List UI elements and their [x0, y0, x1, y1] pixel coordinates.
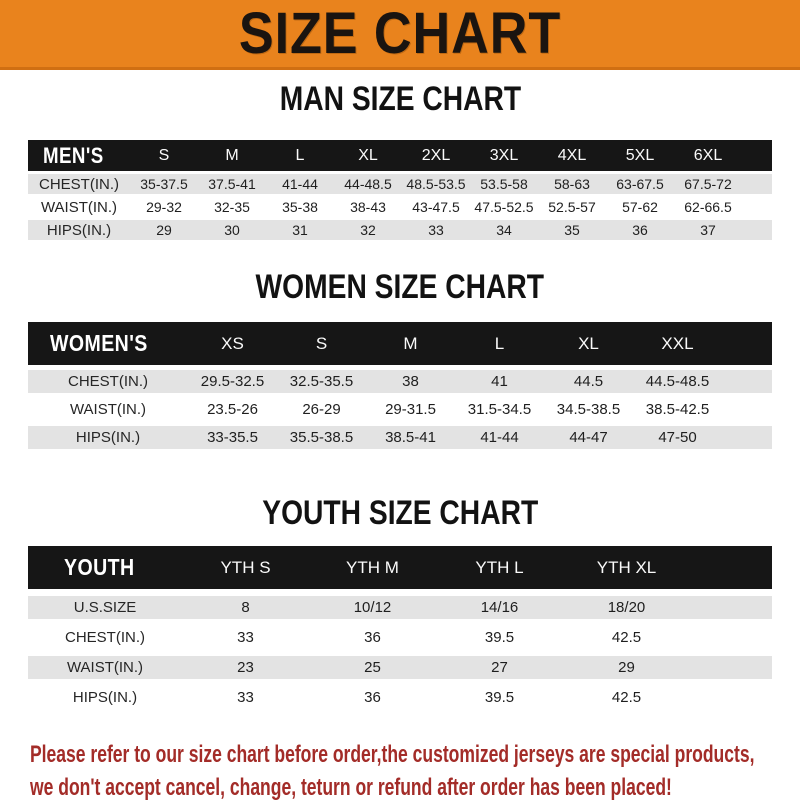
measurement-value: 42.5 [563, 626, 690, 649]
men-section-heading [0, 82, 800, 116]
spacer-cell [690, 546, 772, 589]
youth-section-heading-text: YOUTH SIZE CHART [262, 494, 538, 532]
measurement-row [28, 370, 772, 393]
measurement-row [28, 686, 772, 709]
spacer-cell [722, 398, 772, 421]
measurement-value: 34.5-38.5 [544, 398, 633, 421]
measurement-row [28, 174, 772, 194]
measurement-value: 29 [130, 220, 198, 240]
measurement-value: 14/16 [436, 596, 563, 619]
spacer-cell [690, 596, 772, 619]
measurement-value: 23.5-26 [188, 398, 277, 421]
size-column-header: XL [334, 140, 402, 171]
measurement-label: WAIST(IN.) [28, 398, 188, 421]
notice-line-1: Please refer to our size chart before order,the customized jerseys are special products, [30, 741, 755, 768]
measurement-row [28, 398, 772, 421]
measurement-label: HIPS(IN.) [28, 426, 188, 449]
measurement-value: 23 [182, 656, 309, 679]
measurement-value: 62-66.5 [674, 197, 742, 217]
spacer-cell [722, 322, 772, 365]
measurement-value: 32 [334, 220, 402, 240]
measurement-label: U.S.SIZE [28, 596, 182, 619]
spacer-cell [690, 656, 772, 679]
measurement-value: 39.5 [436, 686, 563, 709]
measurement-value: 58-63 [538, 174, 606, 194]
men-section-heading-text: MAN SIZE CHART [279, 80, 521, 118]
measurement-label: HIPS(IN.) [28, 686, 182, 709]
size-column-header: 4XL [538, 140, 606, 171]
size-column-header: S [130, 140, 198, 171]
measurement-value: 44.5 [544, 370, 633, 393]
measurement-value: 27 [436, 656, 563, 679]
measurement-value: 38.5-42.5 [633, 398, 722, 421]
measurement-label: HIPS(IN.) [28, 220, 130, 240]
size-header-row [28, 546, 772, 589]
measurement-value: 53.5-58 [470, 174, 538, 194]
youth-size-table [28, 539, 772, 716]
size-column-header: YTH L [436, 546, 563, 589]
youth-section-heading [0, 496, 800, 530]
size-column-header: 2XL [402, 140, 470, 171]
measurement-value: 35 [538, 220, 606, 240]
measurement-value: 38-43 [334, 197, 402, 217]
size-column-header: 3XL [470, 140, 538, 171]
size-column-header: YTH XL [563, 546, 690, 589]
measurement-value: 35.5-38.5 [277, 426, 366, 449]
measurement-value: 33 [182, 626, 309, 649]
measurement-value: 37 [674, 220, 742, 240]
measurement-value: 44.5-48.5 [633, 370, 722, 393]
measurement-value: 33-35.5 [188, 426, 277, 449]
size-header-row [28, 322, 772, 365]
measurement-row [28, 426, 772, 449]
youth-size-section [0, 496, 800, 716]
measurement-value: 36 [309, 626, 436, 649]
size-chart-banner [0, 0, 800, 70]
measurement-value: 41-44 [266, 174, 334, 194]
measurement-label: WAIST(IN.) [28, 656, 182, 679]
measurement-value: 38 [366, 370, 455, 393]
measurement-value: 29.5-32.5 [188, 370, 277, 393]
measurement-value: 37.5-41 [198, 174, 266, 194]
size-column-header: YTH S [182, 546, 309, 589]
measurement-value: 41 [455, 370, 544, 393]
measurement-value: 18/20 [563, 596, 690, 619]
men-size-section [0, 82, 800, 243]
measurement-value: 33 [182, 686, 309, 709]
spacer-cell [722, 426, 772, 449]
measurement-row [28, 626, 772, 649]
size-column-header: YTH M [309, 546, 436, 589]
measurement-value: 47-50 [633, 426, 722, 449]
women-section-heading [0, 270, 800, 304]
size-group-cell [28, 546, 182, 589]
measurement-value: 48.5-53.5 [402, 174, 470, 194]
measurement-label: CHEST(IN.) [28, 626, 182, 649]
measurement-value: 42.5 [563, 686, 690, 709]
spacer-cell [742, 174, 772, 194]
spacer-cell [722, 370, 772, 393]
measurement-value: 29 [563, 656, 690, 679]
size-header-row [28, 140, 772, 171]
size-column-header: 5XL [606, 140, 674, 171]
measurement-value: 35-38 [266, 197, 334, 217]
measurement-value: 36 [606, 220, 674, 240]
size-column-header: 6XL [674, 140, 742, 171]
measurement-label: WAIST(IN.) [28, 197, 130, 217]
measurement-value: 43-47.5 [402, 197, 470, 217]
measurement-value: 36 [309, 686, 436, 709]
spacer-cell [742, 140, 772, 171]
size-column-header: XS [188, 322, 277, 365]
measurement-value: 32-35 [198, 197, 266, 217]
size-group-label: MEN'S [43, 142, 104, 168]
measurement-value: 57-62 [606, 197, 674, 217]
measurement-value: 33 [402, 220, 470, 240]
men-size-table [28, 137, 772, 243]
measurement-value: 31 [266, 220, 334, 240]
measurement-row [28, 220, 772, 240]
measurement-value: 31.5-34.5 [455, 398, 544, 421]
measurement-label: CHEST(IN.) [28, 174, 130, 194]
size-column-header: S [277, 322, 366, 365]
measurement-value: 8 [182, 596, 309, 619]
spacer-cell [742, 197, 772, 217]
measurement-value: 34 [470, 220, 538, 240]
spacer-cell [690, 686, 772, 709]
size-column-header: XXL [633, 322, 722, 365]
measurement-value: 41-44 [455, 426, 544, 449]
size-column-header: L [266, 140, 334, 171]
banner-title: SIZE CHART [238, 0, 562, 66]
measurement-label: CHEST(IN.) [28, 370, 188, 393]
measurement-value: 44-48.5 [334, 174, 402, 194]
measurement-value: 38.5-41 [366, 426, 455, 449]
women-size-table [28, 317, 772, 454]
women-section-heading-text: WOMEN SIZE CHART [255, 268, 545, 306]
spacer-cell [690, 626, 772, 649]
measurement-value: 29-32 [130, 197, 198, 217]
measurement-value: 10/12 [309, 596, 436, 619]
women-size-section [0, 270, 800, 454]
measurement-value: 29-31.5 [366, 398, 455, 421]
measurement-value: 67.5-72 [674, 174, 742, 194]
size-group-label: WOMEN'S [50, 330, 149, 356]
measurement-value: 47.5-52.5 [470, 197, 538, 217]
spacer-cell [742, 220, 772, 240]
size-chart-content [0, 82, 800, 804]
measurement-value: 32.5-35.5 [277, 370, 366, 393]
measurement-value: 44-47 [544, 426, 633, 449]
measurement-value: 25 [309, 656, 436, 679]
order-notice [30, 738, 800, 804]
size-column-header: M [366, 322, 455, 365]
size-group-cell [28, 322, 188, 365]
measurement-row [28, 596, 772, 619]
size-column-header: M [198, 140, 266, 171]
size-group-label: YOUTH [63, 554, 135, 580]
size-group-cell [28, 140, 130, 171]
measurement-value: 35-37.5 [130, 174, 198, 194]
size-column-header: L [455, 322, 544, 365]
measurement-row [28, 197, 772, 217]
measurement-value: 30 [198, 220, 266, 240]
measurement-value: 26-29 [277, 398, 366, 421]
measurement-value: 63-67.5 [606, 174, 674, 194]
measurement-value: 39.5 [436, 626, 563, 649]
notice-line-2: we don't accept cancel, change, teturn or refund after order has been placed! [30, 774, 672, 801]
measurement-value: 52.5-57 [538, 197, 606, 217]
measurement-row [28, 656, 772, 679]
size-column-header: XL [544, 322, 633, 365]
